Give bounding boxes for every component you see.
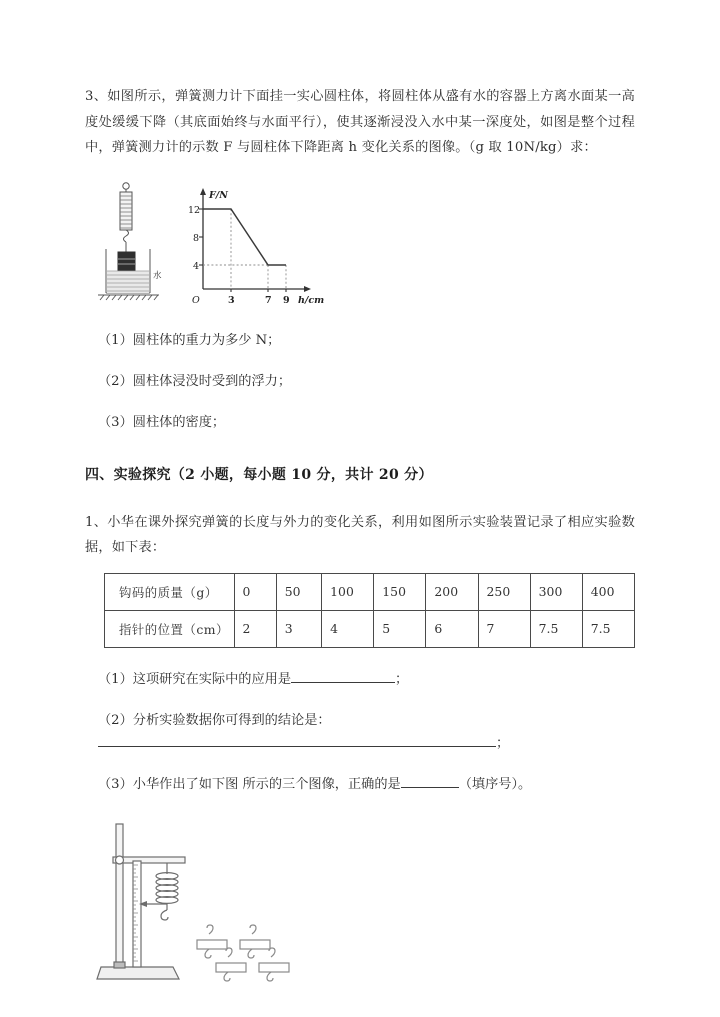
- hook-weight: [197, 925, 227, 958]
- mass-value-7: 400: [582, 573, 634, 610]
- mass-value-2: 100: [322, 573, 374, 610]
- answer-blank-3[interactable]: [401, 774, 459, 788]
- origin-label: O: [192, 294, 200, 306]
- force-curve: [203, 209, 286, 265]
- y-tick-4: 4: [193, 260, 200, 272]
- pointer-value-2: 4: [322, 610, 374, 647]
- pointer-indicator: [139, 901, 167, 907]
- problem-1-sub-1-suffix: ；: [395, 671, 409, 687]
- page-content: [85, 84, 635, 991]
- problem-1-sub-2-suffix: ；: [496, 735, 510, 751]
- hook-weight: [216, 948, 246, 981]
- mass-value-4: 200: [426, 573, 478, 610]
- problem-1-sub-2: [98, 709, 635, 755]
- scale-ring-icon: [123, 182, 129, 188]
- spring-experiment-table: [104, 573, 635, 648]
- water-label: 水: [153, 270, 162, 281]
- row-label-pointer: 指针的位置（cm）: [105, 610, 235, 647]
- pointer-value-6: 7.5: [530, 610, 582, 647]
- hook-weights-group: [197, 925, 289, 981]
- mass-value-3: 150: [374, 573, 426, 610]
- problem-1-sub-3: [98, 773, 635, 796]
- y-tick-12: 12: [188, 204, 201, 216]
- problem-3-sub-2: （2）圆柱体浸没时受到的浮力；: [98, 373, 292, 389]
- spring-scale-apparatus: [118, 182, 135, 270]
- x-axis-label: h/cm: [298, 294, 325, 306]
- problem-1-sub-2-prefix: （2）分析实验数据你可得到的结论是：: [98, 712, 331, 728]
- problem-3-sub-1: （1）圆柱体的重力为多少 N；: [98, 332, 281, 348]
- problem-1-sub-3-suffix: （填序号）。: [458, 776, 532, 792]
- problem-1-sub-1-prefix: （1）这项研究在实际中的应用是: [98, 671, 292, 687]
- figure-spring-scale-and-graph: [93, 179, 363, 307]
- x-tick-3: 3: [228, 294, 235, 306]
- problem-3-sub-3: （3）圆柱体的密度；: [98, 414, 226, 430]
- x-tick-7: 7: [265, 294, 272, 306]
- pointer-value-5: 7: [478, 610, 530, 647]
- x-axis-arrow: [304, 286, 311, 292]
- mass-value-5: 250: [478, 573, 530, 610]
- problem-1-statement: 1、小华在课外探究弹簧的长度与外力的变化关系，利用如图所示实验装置记录了相应实验数据，如下表：: [85, 514, 635, 555]
- problem-3-statement: 3、如图所示，弹簧测力计下面挂一实心圆柱体，将圆柱体从盛有水的容器上方离水面某一高度处缓缓下降（其底面始终与水面平行），使其逐渐浸没入水中某一深度处，如图是整个过程中，弹簧测力计的示数 F 与圆柱体下降距离 h 变化关系的图像。（g 取 10N/kg）求：: [85, 89, 635, 155]
- pointer-value-3: 5: [374, 610, 426, 647]
- hook-weight: [240, 925, 270, 958]
- table-row: [105, 610, 635, 647]
- problem-1-sub-1: [98, 668, 635, 691]
- mass-value-1: 50: [276, 573, 321, 610]
- spring-assembly: [156, 863, 178, 920]
- pointer-value-0: 2: [234, 610, 276, 647]
- section-4-heading: 四、实验探究（2 小题，每小题 10 分，共计 20 分）: [85, 466, 433, 483]
- problem-1-sub-3-prefix: （3）小华作出了如下图 所示的三个图像，正确的是: [98, 776, 401, 792]
- pointer-value-7: 7.5: [582, 610, 634, 647]
- x-tick-9: 9: [283, 294, 290, 306]
- figure-2-svg: [95, 816, 345, 991]
- figure-1-svg: [93, 179, 363, 307]
- pointer-value-1: 3: [276, 610, 321, 647]
- mass-value-6: 300: [530, 573, 582, 610]
- answer-blank-1[interactable]: [291, 669, 395, 683]
- force-vs-height-chart: [188, 188, 324, 306]
- answer-blank-2[interactable]: [98, 733, 496, 747]
- y-tick-8: 8: [193, 232, 200, 244]
- y-axis-arrow: [200, 188, 206, 195]
- figure-spring-stand-apparatus: [95, 816, 345, 991]
- y-axis-label: F/N: [209, 189, 228, 201]
- row-label-mass: 钩码的质量（g）: [105, 573, 235, 610]
- table-row: [105, 573, 635, 610]
- pointer-value-4: 6: [426, 610, 478, 647]
- mass-value-0: 0: [234, 573, 276, 610]
- hook-weight: [259, 948, 289, 981]
